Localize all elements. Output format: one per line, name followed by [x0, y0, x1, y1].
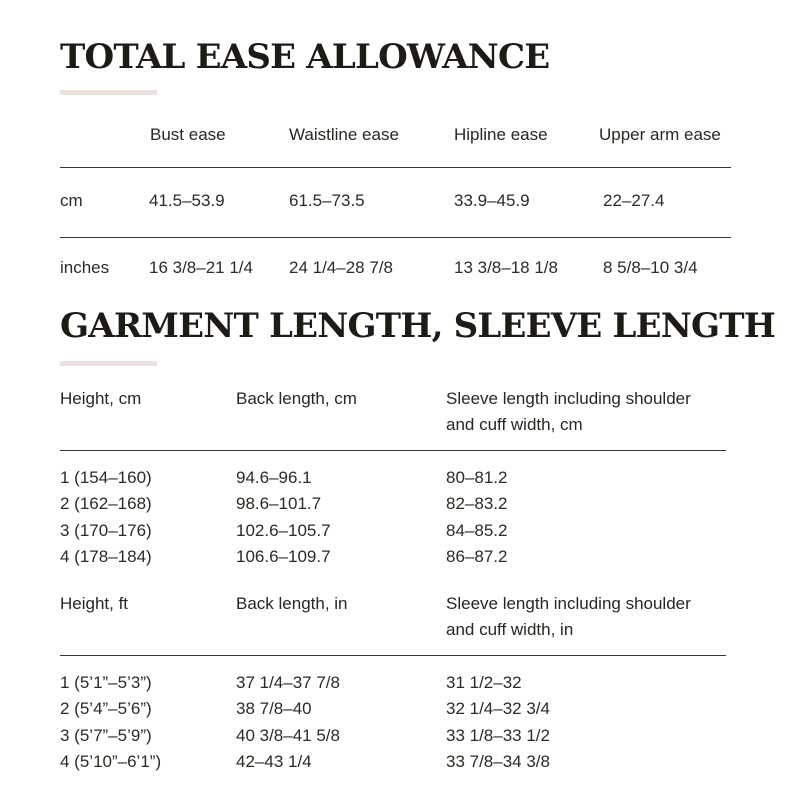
ease-divider [60, 237, 731, 238]
ease-value: 13 3/8–18 1/8 [454, 258, 558, 277]
ease-value: 8 5/8–10 3/4 [603, 258, 698, 277]
back-length-value: 37 1/4–37 7/8 [236, 673, 340, 692]
ease-header-upper-arm: Upper arm ease [599, 125, 721, 144]
header-height-ft: Height, ft [60, 594, 129, 613]
header-height-cm: Height, cm [60, 389, 142, 408]
ease-header-bust: Bust ease [150, 125, 226, 144]
header-back-length-cm: Back length, cm [236, 389, 357, 408]
ease-value: 61.5–73.5 [289, 191, 365, 210]
back-length-value: 102.6–105.7 [236, 521, 331, 540]
header-sleeve-length: and cuff width, in [446, 620, 574, 639]
back-length-value: 38 7/8–40 [236, 699, 312, 718]
header-sleeve-length: and cuff width, cm [446, 415, 583, 434]
length-divider [60, 450, 726, 451]
sleeve-length-value: 86–87.2 [446, 547, 508, 566]
ease-value: 24 1/4–28 7/8 [289, 258, 393, 277]
ease-value: 41.5–53.9 [149, 191, 225, 210]
ease-value: 33.9–45.9 [454, 191, 530, 210]
height-value: 4 (178–184) [60, 547, 152, 566]
ease-value: 16 3/8–21 1/4 [149, 258, 253, 277]
back-length-value: 106.6–109.7 [236, 547, 331, 566]
sleeve-length-value: 80–81.2 [446, 468, 508, 487]
sleeve-length-value: 31 1/2–32 [446, 673, 522, 692]
ease-unit-cm: cm [60, 191, 83, 210]
sleeve-length-value: 33 7/8–34 3/8 [446, 752, 550, 771]
back-length-value: 40 3/8–41 5/8 [236, 726, 340, 745]
ease-value: 22–27.4 [603, 191, 665, 210]
height-value: 4 (5’10”–6’1”) [60, 752, 162, 771]
ease-title-accent [60, 90, 157, 95]
ease-divider [60, 167, 731, 168]
back-length-value: 42–43 1/4 [236, 752, 312, 771]
length-section-title: GARMENT LENGTH, SLEEVE LENGTH [60, 306, 776, 346]
height-value: 1 (154–160) [60, 468, 152, 487]
sleeve-length-value: 32 1/4–32 3/4 [446, 699, 550, 718]
header-back-length-in: Back length, in [236, 594, 348, 613]
ease-unit-inches: inches [60, 258, 110, 277]
back-length-value: 94.6–96.1 [236, 468, 312, 487]
height-value: 2 (5’4”–5’6”) [60, 699, 152, 718]
sleeve-length-value: 33 1/8–33 1/2 [446, 726, 550, 745]
length-title-accent [60, 361, 157, 366]
ease-section-title: TOTAL EASE ALLOWANCE [60, 37, 550, 77]
height-value: 3 (170–176) [60, 521, 152, 540]
ease-header-waist: Waistline ease [289, 125, 399, 144]
sleeve-length-value: 84–85.2 [446, 521, 508, 540]
ease-header-hip: Hipline ease [454, 125, 548, 144]
sleeve-length-value: 82–83.2 [446, 494, 508, 513]
header-sleeve-length: Sleeve length including shoulder [446, 594, 691, 613]
back-length-value: 98.6–101.7 [236, 494, 322, 513]
header-sleeve-length: Sleeve length including shoulder [446, 389, 691, 408]
height-value: 1 (5’1”–5’3”) [60, 673, 152, 692]
height-value: 2 (162–168) [60, 494, 152, 513]
height-value: 3 (5’7”–5’9”) [60, 726, 152, 745]
length-divider [60, 655, 726, 656]
